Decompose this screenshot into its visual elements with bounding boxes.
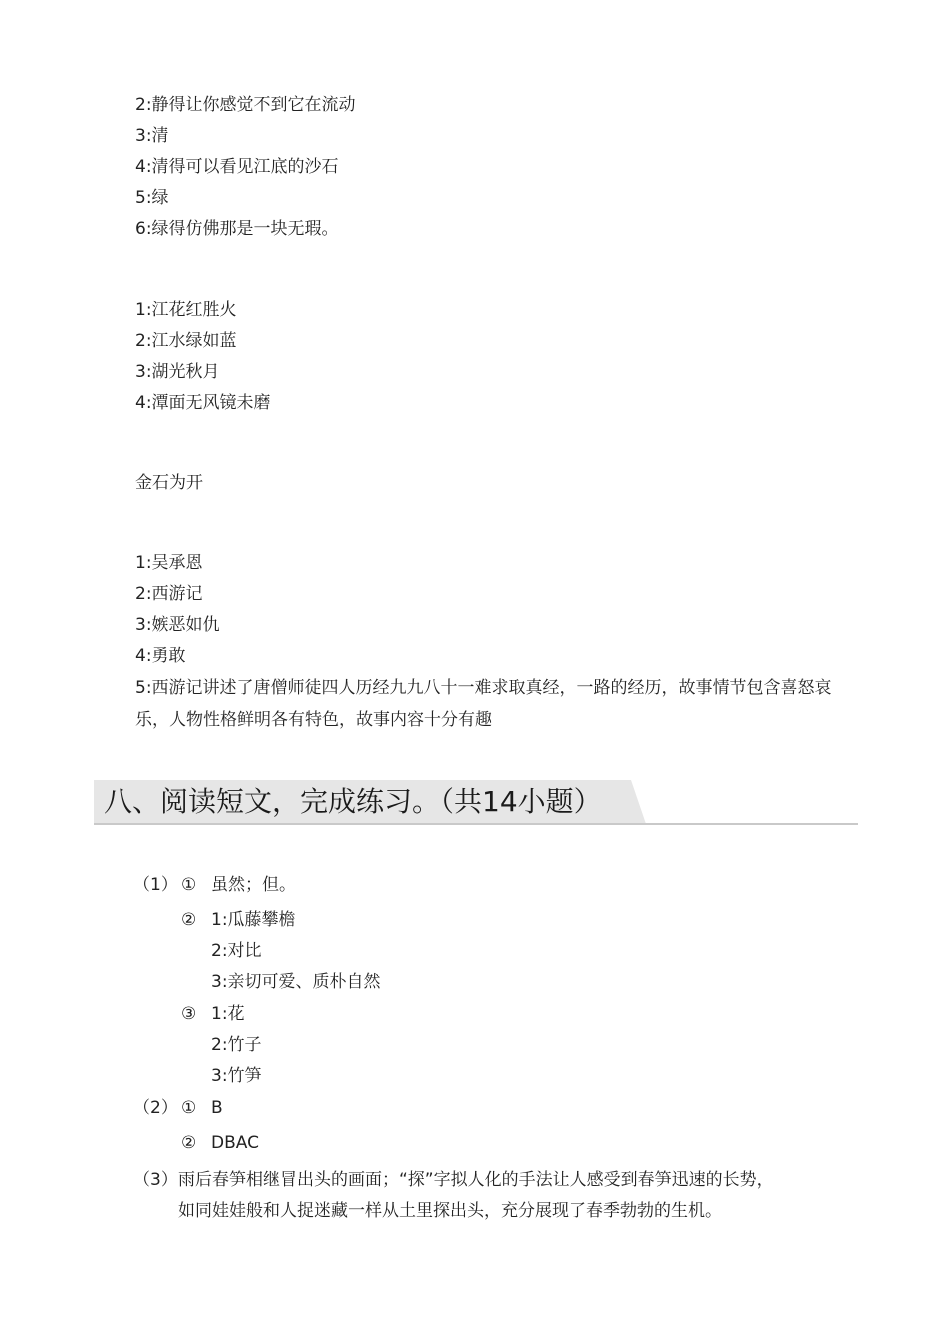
section-banner: [94, 780, 858, 826]
answer-line: 1:吴承恩: [135, 553, 203, 573]
question-number: （2）: [133, 1098, 178, 1118]
answer-text: 2:竹子: [211, 1035, 262, 1055]
answer-text: B: [211, 1098, 223, 1118]
answer-line: 6:绿得仿佛那是一块无瑕。: [135, 219, 339, 239]
answer-line: 3:清: [135, 126, 169, 146]
answer-text: 如同娃娃般和人捉迷藏一样从土里探出头，充分展现了春季勃勃的生机。: [178, 1201, 722, 1221]
question-number: （3）: [133, 1170, 178, 1190]
answer-line: 3:嫉恶如仇: [135, 615, 220, 635]
answer-line: 1:江花红胜火: [135, 300, 237, 320]
answer-text: DBAC: [211, 1133, 259, 1153]
answer-paragraph: 5:西游记讲述了唐僧师徒四人历经九九八十一难求取真经，一路的经历，故事情节包含喜怒哀乐，人物性格鲜明各有特色，故事内容十分有趣: [135, 678, 832, 730]
answer-line: 4:潭面无风镜未磨: [135, 393, 271, 413]
answer-text: 2:对比: [211, 941, 262, 961]
answer-text: 1:花: [211, 1004, 245, 1024]
question-number: （1）: [133, 875, 178, 895]
answer-line: 2:西游记: [135, 584, 203, 604]
answer-line: 4:清得可以看见江底的沙石: [135, 157, 339, 177]
answer-text: 3:亲切可爱、质朴自然: [211, 972, 381, 992]
answer-text: 1:瓜藤攀檐: [211, 910, 296, 930]
choice-mark: ③: [181, 1004, 197, 1024]
choice-mark: ①: [181, 1098, 197, 1118]
choice-mark: ①: [181, 875, 197, 895]
answer-text: 3:竹笋: [211, 1066, 262, 1086]
answer-line: 2:静得让你感觉不到它在流动: [135, 95, 356, 115]
answer-line: 5:绿: [135, 188, 169, 208]
answer-line: 3:湖光秋月: [135, 362, 220, 382]
banner-divider: [94, 823, 858, 825]
answer-line: 4:勇敢: [135, 646, 186, 666]
choice-mark: ②: [181, 910, 197, 930]
answer-line: 金石为开: [135, 473, 203, 493]
section-title: 八、阅读短文，完成练习。（共14小题）: [104, 785, 602, 818]
answer-text: 雨后春笋相继冒出头的画面；“探”字拟人化的手法让人感受到春笋迅速的长势，: [178, 1170, 774, 1190]
answer-line: 2:江水绿如蓝: [135, 331, 237, 351]
choice-mark: ②: [181, 1133, 197, 1153]
answer-text: 虽然；但。: [211, 875, 296, 895]
